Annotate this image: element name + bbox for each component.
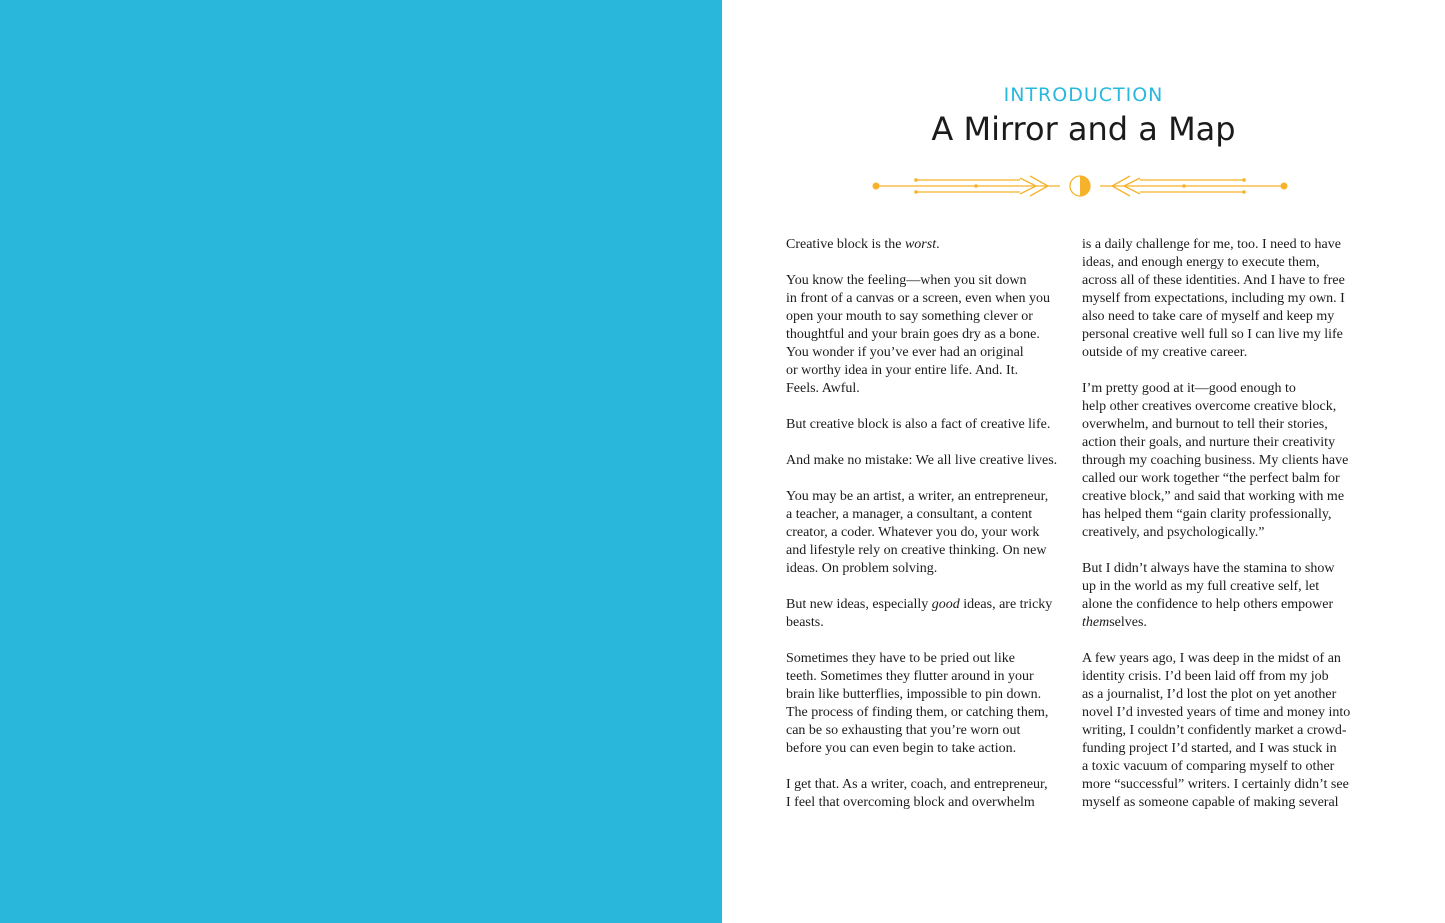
paragraph: A few years ago, I was deep in the midst of an identity crisis. I’d been laid off from my job as a journalist, I’d lost the plot on yet another novel I’d invested years of time and money into writing, I couldn’t confidently market a crowd- funding project I’d started, and I was stuck in a toxic vacuum of comparing myself to other more “successful” writers. I certainly didn’t see myself as someone capable of making several (1082, 651, 1351, 810)
paragraph: Creative block is the worst. (786, 237, 940, 252)
paragraph: And make no mistake: We all live creative lives. (786, 453, 1058, 468)
paragraph: You may be an artist, a writer, an entrepreneur, a teacher, a manager, a consultant, a content creator, a coder. Whatever you do, your work and lifestyle rely on creative thinking. On new ideas. On problem solving. (786, 489, 1049, 576)
paragraph: But new ideas, especially good ideas, are tricky beasts. (786, 597, 1053, 630)
paragraph: is a daily challenge for me, too. I need to have ideas, and enough energy to execute them, across all of these identities. And I have to free myself from expectations, including my own. I also need to take care of myself and keep my personal creative well full so I can live my life outside of my creative career. (1082, 237, 1345, 360)
cover-color-panel (0, 0, 722, 923)
chapter-title: A Mirror and a Map (931, 110, 1236, 148)
paragraph: I get that. As a writer, coach, and entrepreneur, I feel that overcoming block and overwhelm (786, 777, 1048, 810)
half-moon-ornament-icon (870, 168, 1290, 204)
paragraph: But I didn’t always have the stamina to show up in the world as my full creative self, let alone the confidence to help others empower themselves. (1082, 561, 1335, 630)
paragraph: I’m pretty good at it—good enough to help other creatives overcome creative block, overwhelm, and burnout to tell their stories, action their goals, and nurture their creativity through my coaching business. My clients have called our work together “the perfect balm for creative block,” and said that working with me has helped them “gain clarity professionally, creatively, and psychologically.” (1082, 381, 1349, 540)
paragraph: Sometimes they have to be pried out like teeth. Sometimes they flutter around in your brain like butterflies, impossible to pin down. The process of finding them, or catching them, can be so exhausting that you’re worn out before you can even begin to take action. (786, 651, 1049, 756)
body-column-left (786, 236, 1068, 812)
paragraph: You know the feeling—when you sit down in front of a canvas or a screen, even when you open your mouth to say something clever or thoughtful and your brain goes dry as a bone. You wonder if you’ve ever had an original or worthy idea in your entire life. And. It. Feels. Awful. (786, 273, 1050, 396)
paragraph: But creative block is also a fact of creative life. (786, 417, 1051, 432)
body-column-right (1082, 236, 1364, 812)
chapter-label: INTRODUCTION (1003, 84, 1164, 106)
book-page (722, 0, 1445, 923)
